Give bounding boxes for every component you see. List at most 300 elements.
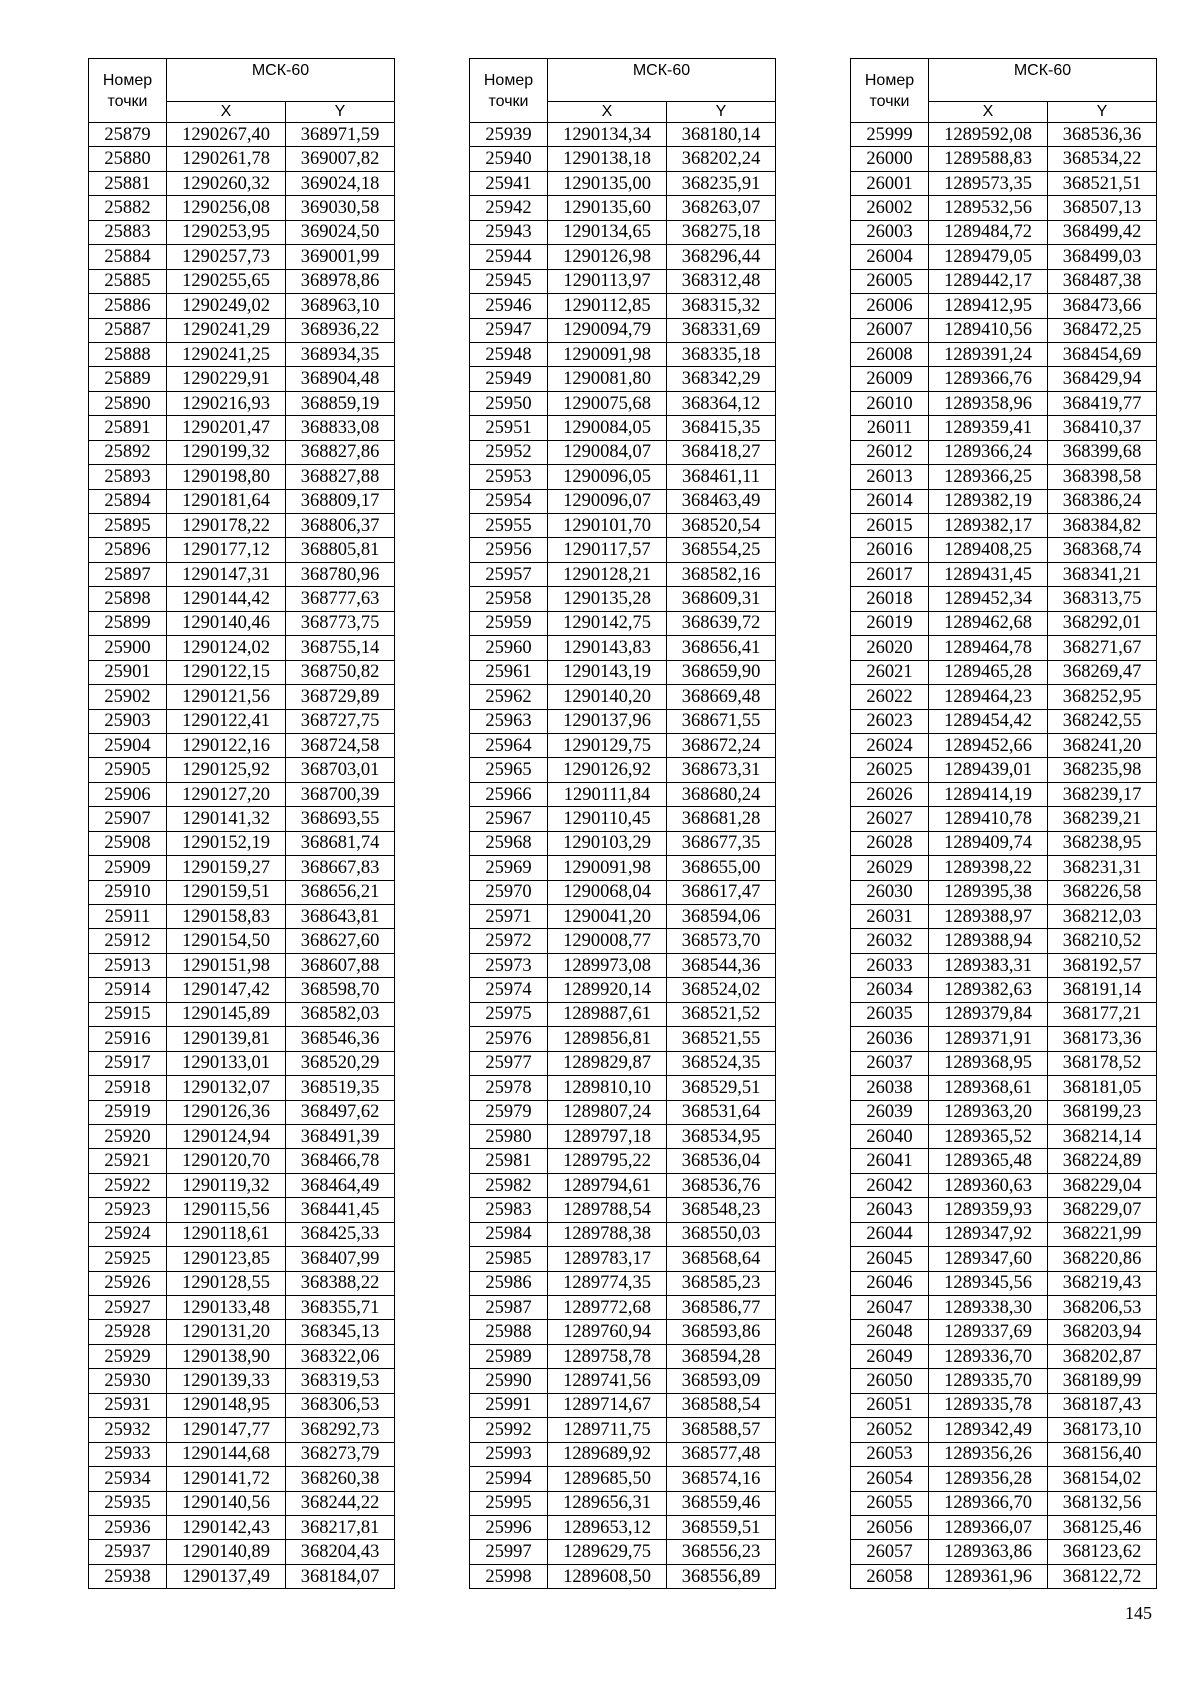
- x-header: X: [548, 102, 667, 123]
- point-number-cell: 25961: [470, 660, 548, 684]
- x-cell: 1290081,80: [548, 367, 667, 391]
- point-number-cell: 25928: [89, 1320, 167, 1344]
- x-cell: 1289359,93: [929, 1198, 1048, 1222]
- y-cell: 368123,62: [1048, 1540, 1157, 1564]
- table-row: [470, 953, 776, 977]
- x-cell: 1289363,86: [929, 1540, 1048, 1564]
- x-cell: 1290125,92: [167, 758, 286, 782]
- x-cell: 1290216,93: [167, 391, 286, 415]
- y-cell: 368271,67: [1048, 636, 1157, 660]
- point-number-cell: 25997: [470, 1540, 548, 1564]
- point-number-cell: 25926: [89, 1271, 167, 1295]
- table-row: [89, 391, 395, 415]
- table-row: [89, 709, 395, 733]
- table-row: [470, 611, 776, 635]
- table-row: [470, 196, 776, 220]
- x-cell: 1290140,56: [167, 1491, 286, 1515]
- table-row: [89, 294, 395, 318]
- y-cell: 368904,48: [286, 367, 395, 391]
- y-cell: 368384,82: [1048, 514, 1157, 538]
- y-cell: 368833,08: [286, 416, 395, 440]
- table-row: [470, 1418, 776, 1442]
- point-number-cell: 26043: [851, 1198, 929, 1222]
- point-number-cell: 26000: [851, 147, 929, 171]
- table-row: [470, 733, 776, 757]
- table-row: [470, 489, 776, 513]
- x-cell: 1289382,17: [929, 514, 1048, 538]
- y-cell: 368487,38: [1048, 269, 1157, 293]
- table-row: [851, 831, 1157, 855]
- y-cell: 368454,69: [1048, 342, 1157, 366]
- y-cell: 368192,57: [1048, 953, 1157, 977]
- x-cell: 1289379,84: [929, 1002, 1048, 1026]
- x-cell: 1289337,69: [929, 1320, 1048, 1344]
- x-cell: 1289382,19: [929, 489, 1048, 513]
- y-cell: 368156,40: [1048, 1442, 1157, 1466]
- point-number-cell: 25956: [470, 538, 548, 562]
- point-number-cell: 26054: [851, 1467, 929, 1491]
- table-row: [470, 1540, 776, 1564]
- y-cell: 368659,90: [667, 660, 776, 684]
- y-cell: 368355,71: [286, 1296, 395, 1320]
- x-cell: 1290159,51: [167, 880, 286, 904]
- table-row: [851, 1418, 1157, 1442]
- point-number-cell: 25987: [470, 1296, 548, 1320]
- x-cell: 1289794,61: [548, 1173, 667, 1197]
- point-number-cell: 26029: [851, 856, 929, 880]
- table-row: [851, 929, 1157, 953]
- y-cell: 369024,18: [286, 171, 395, 195]
- point-number-cell: 26025: [851, 758, 929, 782]
- point-number-cell: 26032: [851, 929, 929, 953]
- point-number-cell: 25990: [470, 1369, 548, 1393]
- x-cell: 1289363,20: [929, 1100, 1048, 1124]
- x-cell: 1290148,95: [167, 1393, 286, 1417]
- x-cell: 1289741,56: [548, 1369, 667, 1393]
- point-number-cell: 25955: [470, 514, 548, 538]
- point-number-cell: 26021: [851, 660, 929, 684]
- coordinates-table-2: [469, 58, 776, 1589]
- x-cell: 1289358,96: [929, 391, 1048, 415]
- y-cell: 368681,28: [667, 807, 776, 831]
- table-row: [470, 367, 776, 391]
- table-row: [89, 1442, 395, 1466]
- table-row: [470, 1467, 776, 1491]
- table-row: [470, 269, 776, 293]
- x-cell: 1290110,45: [548, 807, 667, 831]
- x-cell: 1289653,12: [548, 1515, 667, 1539]
- y-cell: 368229,07: [1048, 1198, 1157, 1222]
- x-cell: 1290144,42: [167, 587, 286, 611]
- table-row: [470, 514, 776, 538]
- table-row: [851, 171, 1157, 195]
- table-row: [89, 1344, 395, 1368]
- table-row: [470, 538, 776, 562]
- x-cell: 1290154,50: [167, 929, 286, 953]
- table-row: [851, 856, 1157, 880]
- x-cell: 1290143,19: [548, 660, 667, 684]
- table-row: [89, 342, 395, 366]
- x-cell: 1290008,77: [548, 929, 667, 953]
- x-cell: 1290151,98: [167, 953, 286, 977]
- x-cell: 1289856,81: [548, 1027, 667, 1051]
- point-number-cell: 25963: [470, 709, 548, 733]
- table-row: [470, 391, 776, 415]
- point-number-cell: 26037: [851, 1051, 929, 1075]
- point-number-cell: 26006: [851, 294, 929, 318]
- y-cell: 368773,75: [286, 611, 395, 635]
- x-cell: 1289439,01: [929, 758, 1048, 782]
- x-cell: 1290111,84: [548, 782, 667, 806]
- y-cell: 368154,02: [1048, 1467, 1157, 1491]
- x-cell: 1290138,90: [167, 1344, 286, 1368]
- table-row: [89, 880, 395, 904]
- y-cell: 368184,07: [286, 1564, 395, 1588]
- y-cell: 368306,53: [286, 1393, 395, 1417]
- table-row: [851, 709, 1157, 733]
- x-cell: 1290084,07: [548, 440, 667, 464]
- table-row: [89, 807, 395, 831]
- table-row: [851, 1124, 1157, 1148]
- point-number-cell: 26031: [851, 905, 929, 929]
- table-row: [470, 1051, 776, 1075]
- table-row: [851, 538, 1157, 562]
- y-cell: 368655,00: [667, 856, 776, 880]
- y-cell: 368978,86: [286, 269, 395, 293]
- point-number-cell: 25908: [89, 831, 167, 855]
- y-cell: 368226,58: [1048, 880, 1157, 904]
- table-row: [851, 807, 1157, 831]
- y-cell: 368410,37: [1048, 416, 1157, 440]
- point-number-cell: 26038: [851, 1076, 929, 1100]
- y-cell: 368202,87: [1048, 1344, 1157, 1368]
- point-number-cell: 25914: [89, 978, 167, 1002]
- x-cell: 1290122,15: [167, 660, 286, 684]
- y-cell: 368238,95: [1048, 831, 1157, 855]
- point-number-cell: 25984: [470, 1222, 548, 1246]
- table-row: [470, 1173, 776, 1197]
- point-number-cell: 25915: [89, 1002, 167, 1026]
- y-cell: 368398,58: [1048, 465, 1157, 489]
- y-cell: 368520,29: [286, 1051, 395, 1075]
- y-cell: 368750,82: [286, 660, 395, 684]
- x-cell: 1289452,66: [929, 733, 1048, 757]
- table-row: [470, 660, 776, 684]
- x-cell: 1290117,57: [548, 538, 667, 562]
- y-cell: 368231,31: [1048, 856, 1157, 880]
- y-cell: 368219,43: [1048, 1271, 1157, 1295]
- coordinates-table-3: [850, 58, 1157, 1589]
- table-row: [851, 611, 1157, 635]
- point-number-cell: 25905: [89, 758, 167, 782]
- table-row: [470, 929, 776, 953]
- point-number-cell: 25890: [89, 391, 167, 415]
- table-row: [851, 1100, 1157, 1124]
- point-number-cell: 25891: [89, 416, 167, 440]
- point-number-cell: 25923: [89, 1198, 167, 1222]
- y-cell: 368536,36: [1048, 123, 1157, 147]
- point-number-cell: 26050: [851, 1369, 929, 1393]
- point-number-cell: 26013: [851, 465, 929, 489]
- point-number-cell: 25883: [89, 220, 167, 244]
- table-row: [470, 685, 776, 709]
- table-row: [89, 856, 395, 880]
- y-cell: 368203,94: [1048, 1320, 1157, 1344]
- y-cell: 368242,55: [1048, 709, 1157, 733]
- table-row: [89, 1222, 395, 1246]
- point-number-cell: 26053: [851, 1442, 929, 1466]
- y-cell: 368607,88: [286, 953, 395, 977]
- point-number-cell: 26048: [851, 1320, 929, 1344]
- point-number-cell: 25965: [470, 758, 548, 782]
- y-cell: 368189,99: [1048, 1369, 1157, 1393]
- x-cell: 1289338,30: [929, 1296, 1048, 1320]
- y-cell: 368312,48: [667, 269, 776, 293]
- table-row: [470, 1491, 776, 1515]
- y-cell: 368499,42: [1048, 220, 1157, 244]
- y-cell: 368125,46: [1048, 1515, 1157, 1539]
- table-row: [851, 1173, 1157, 1197]
- table-row: [470, 465, 776, 489]
- table-row: [851, 1149, 1157, 1173]
- table-row: [851, 489, 1157, 513]
- table-row: [89, 1247, 395, 1271]
- point-number-cell: 25941: [470, 171, 548, 195]
- table-row: [470, 1320, 776, 1344]
- table-row: [470, 1100, 776, 1124]
- y-cell: 368466,78: [286, 1149, 395, 1173]
- x-cell: 1289359,41: [929, 416, 1048, 440]
- x-cell: 1289388,97: [929, 905, 1048, 929]
- point-number-cell: 26047: [851, 1296, 929, 1320]
- x-cell: 1290135,60: [548, 196, 667, 220]
- point-number-cell: 25919: [89, 1100, 167, 1124]
- y-cell: 368971,59: [286, 123, 395, 147]
- x-cell: 1289335,70: [929, 1369, 1048, 1393]
- point-number-cell: 25988: [470, 1320, 548, 1344]
- point-number-cell: 25906: [89, 782, 167, 806]
- x-cell: 1289388,94: [929, 929, 1048, 953]
- table-row: [89, 1515, 395, 1539]
- point-number-cell: 25922: [89, 1173, 167, 1197]
- x-cell: 1290134,34: [548, 123, 667, 147]
- x-cell: 1289382,63: [929, 978, 1048, 1002]
- x-cell: 1290147,77: [167, 1418, 286, 1442]
- y-cell: 368700,39: [286, 782, 395, 806]
- x-cell: 1289395,38: [929, 880, 1048, 904]
- x-cell: 1290129,75: [548, 733, 667, 757]
- x-cell: 1290158,83: [167, 905, 286, 929]
- table-row: [851, 1198, 1157, 1222]
- point-number-cell: 25966: [470, 782, 548, 806]
- table-row: [470, 1247, 776, 1271]
- y-cell: 368755,14: [286, 636, 395, 660]
- y-cell: 368559,51: [667, 1515, 776, 1539]
- y-cell: 368415,35: [667, 416, 776, 440]
- point-number-cell: 25975: [470, 1002, 548, 1026]
- point-number-cell: 25931: [89, 1393, 167, 1417]
- table-row: [89, 245, 395, 269]
- point-number-cell: 25921: [89, 1149, 167, 1173]
- point-number-cell: 25943: [470, 220, 548, 244]
- x-cell: 1290159,27: [167, 856, 286, 880]
- table-row: [89, 147, 395, 171]
- y-cell: 368556,89: [667, 1564, 776, 1588]
- point-number-cell: 25939: [470, 123, 548, 147]
- y-cell: 368399,68: [1048, 440, 1157, 464]
- table-row: [470, 1198, 776, 1222]
- y-cell: 368239,17: [1048, 782, 1157, 806]
- y-cell: 368594,28: [667, 1344, 776, 1368]
- table-row: [851, 905, 1157, 929]
- x-cell: 1290131,20: [167, 1320, 286, 1344]
- point-number-cell: 25976: [470, 1027, 548, 1051]
- y-cell: 368335,18: [667, 342, 776, 366]
- x-cell: 1289366,07: [929, 1515, 1048, 1539]
- y-cell: 368345,13: [286, 1320, 395, 1344]
- table-row: [89, 953, 395, 977]
- y-cell: 368235,91: [667, 171, 776, 195]
- x-cell: 1289464,78: [929, 636, 1048, 660]
- point-number-cell: 25985: [470, 1247, 548, 1271]
- y-cell: 368673,31: [667, 758, 776, 782]
- x-cell: 1289973,08: [548, 953, 667, 977]
- table-row: [851, 123, 1157, 147]
- table-row: [89, 1467, 395, 1491]
- point-number-cell: 25938: [89, 1564, 167, 1588]
- point-number-cell: 26008: [851, 342, 929, 366]
- table-row: [470, 1369, 776, 1393]
- table-row: [470, 1271, 776, 1295]
- table-row: [851, 782, 1157, 806]
- point-number-cell: 25913: [89, 953, 167, 977]
- y-cell: 368275,18: [667, 220, 776, 244]
- point-number-cell: 26024: [851, 733, 929, 757]
- y-cell: 368263,07: [667, 196, 776, 220]
- table-row: [470, 562, 776, 586]
- table-row: [470, 294, 776, 318]
- y-cell: 368681,74: [286, 831, 395, 855]
- table-row: [89, 269, 395, 293]
- x-cell: 1289588,83: [929, 147, 1048, 171]
- table-row: [851, 1442, 1157, 1466]
- point-number-cell: 25991: [470, 1393, 548, 1417]
- table-row: [851, 1467, 1157, 1491]
- y-cell: 368521,55: [667, 1027, 776, 1051]
- y-cell: 368777,63: [286, 587, 395, 611]
- point-number-cell: 25986: [470, 1271, 548, 1295]
- table-row: [89, 196, 395, 220]
- point-number-cell: 25942: [470, 196, 548, 220]
- y-cell: 368724,58: [286, 733, 395, 757]
- y-cell: 368677,35: [667, 831, 776, 855]
- point-number-cell: 25971: [470, 905, 548, 929]
- table-row: [851, 685, 1157, 709]
- point-number-cell: 26049: [851, 1344, 929, 1368]
- table-row: [89, 1491, 395, 1515]
- table-row: [470, 1222, 776, 1246]
- point-number-cell: 25897: [89, 562, 167, 586]
- point-number-cell: 26018: [851, 587, 929, 611]
- table-row: [851, 1540, 1157, 1564]
- point-number-cell: 26020: [851, 636, 929, 660]
- point-number-cell: 25892: [89, 440, 167, 464]
- table-row: [851, 1344, 1157, 1368]
- table-row: [470, 636, 776, 660]
- table-row: [470, 1393, 776, 1417]
- x-cell: 1289920,14: [548, 978, 667, 1002]
- x-cell: 1289360,63: [929, 1173, 1048, 1197]
- y-cell: 368574,16: [667, 1467, 776, 1491]
- point-number-cell: 26051: [851, 1393, 929, 1417]
- point-number-cell: 25893: [89, 465, 167, 489]
- y-cell: 368586,77: [667, 1296, 776, 1320]
- table-row: [851, 1222, 1157, 1246]
- point-number-cell: 25948: [470, 342, 548, 366]
- point-number-cell: 25993: [470, 1442, 548, 1466]
- point-number-cell: 25962: [470, 685, 548, 709]
- table-row: [851, 1491, 1157, 1515]
- table-row: [851, 978, 1157, 1002]
- y-cell: 368729,89: [286, 685, 395, 709]
- table-row: [470, 856, 776, 880]
- y-cell: 369030,58: [286, 196, 395, 220]
- x-cell: 1290128,21: [548, 562, 667, 586]
- x-cell: 1290133,01: [167, 1051, 286, 1075]
- y-cell: 368214,14: [1048, 1124, 1157, 1148]
- y-cell: 368936,22: [286, 318, 395, 342]
- x-cell: 1289452,34: [929, 587, 1048, 611]
- table-row: [89, 1393, 395, 1417]
- y-cell: 369001,99: [286, 245, 395, 269]
- x-cell: 1290256,08: [167, 196, 286, 220]
- table-row: [89, 1296, 395, 1320]
- table-row: [89, 611, 395, 635]
- y-cell: 368241,20: [1048, 733, 1157, 757]
- point-number-cell: 25888: [89, 342, 167, 366]
- x-cell: 1290257,73: [167, 245, 286, 269]
- x-cell: 1290152,19: [167, 831, 286, 855]
- table-row: [851, 416, 1157, 440]
- y-cell: 368319,53: [286, 1369, 395, 1393]
- point-number-cell: 26046: [851, 1271, 929, 1295]
- coordinate-system-header: МСК-60: [167, 59, 395, 102]
- y-cell: 368806,37: [286, 514, 395, 538]
- table-row: [851, 733, 1157, 757]
- y-cell: 368202,24: [667, 147, 776, 171]
- x-cell: 1290103,29: [548, 831, 667, 855]
- y-cell: 368429,94: [1048, 367, 1157, 391]
- y-cell: 368364,12: [667, 391, 776, 415]
- point-number-cell: 25879: [89, 123, 167, 147]
- x-cell: 1289592,08: [929, 123, 1048, 147]
- y-cell: 368191,14: [1048, 978, 1157, 1002]
- table-row: [470, 1564, 776, 1588]
- x-cell: 1289410,78: [929, 807, 1048, 831]
- x-cell: 1290134,65: [548, 220, 667, 244]
- point-number-cell: 26022: [851, 685, 929, 709]
- point-number-cell: 26001: [851, 171, 929, 195]
- y-cell: 368573,70: [667, 929, 776, 953]
- point-number-cell: 25885: [89, 269, 167, 293]
- point-number-cell: 25944: [470, 245, 548, 269]
- x-cell: 1290142,75: [548, 611, 667, 635]
- point-number-cell: 25930: [89, 1369, 167, 1393]
- y-header: Y: [286, 102, 395, 123]
- point-number-cell: 26056: [851, 1515, 929, 1539]
- y-cell: 368643,81: [286, 905, 395, 929]
- y-cell: 368577,48: [667, 1442, 776, 1466]
